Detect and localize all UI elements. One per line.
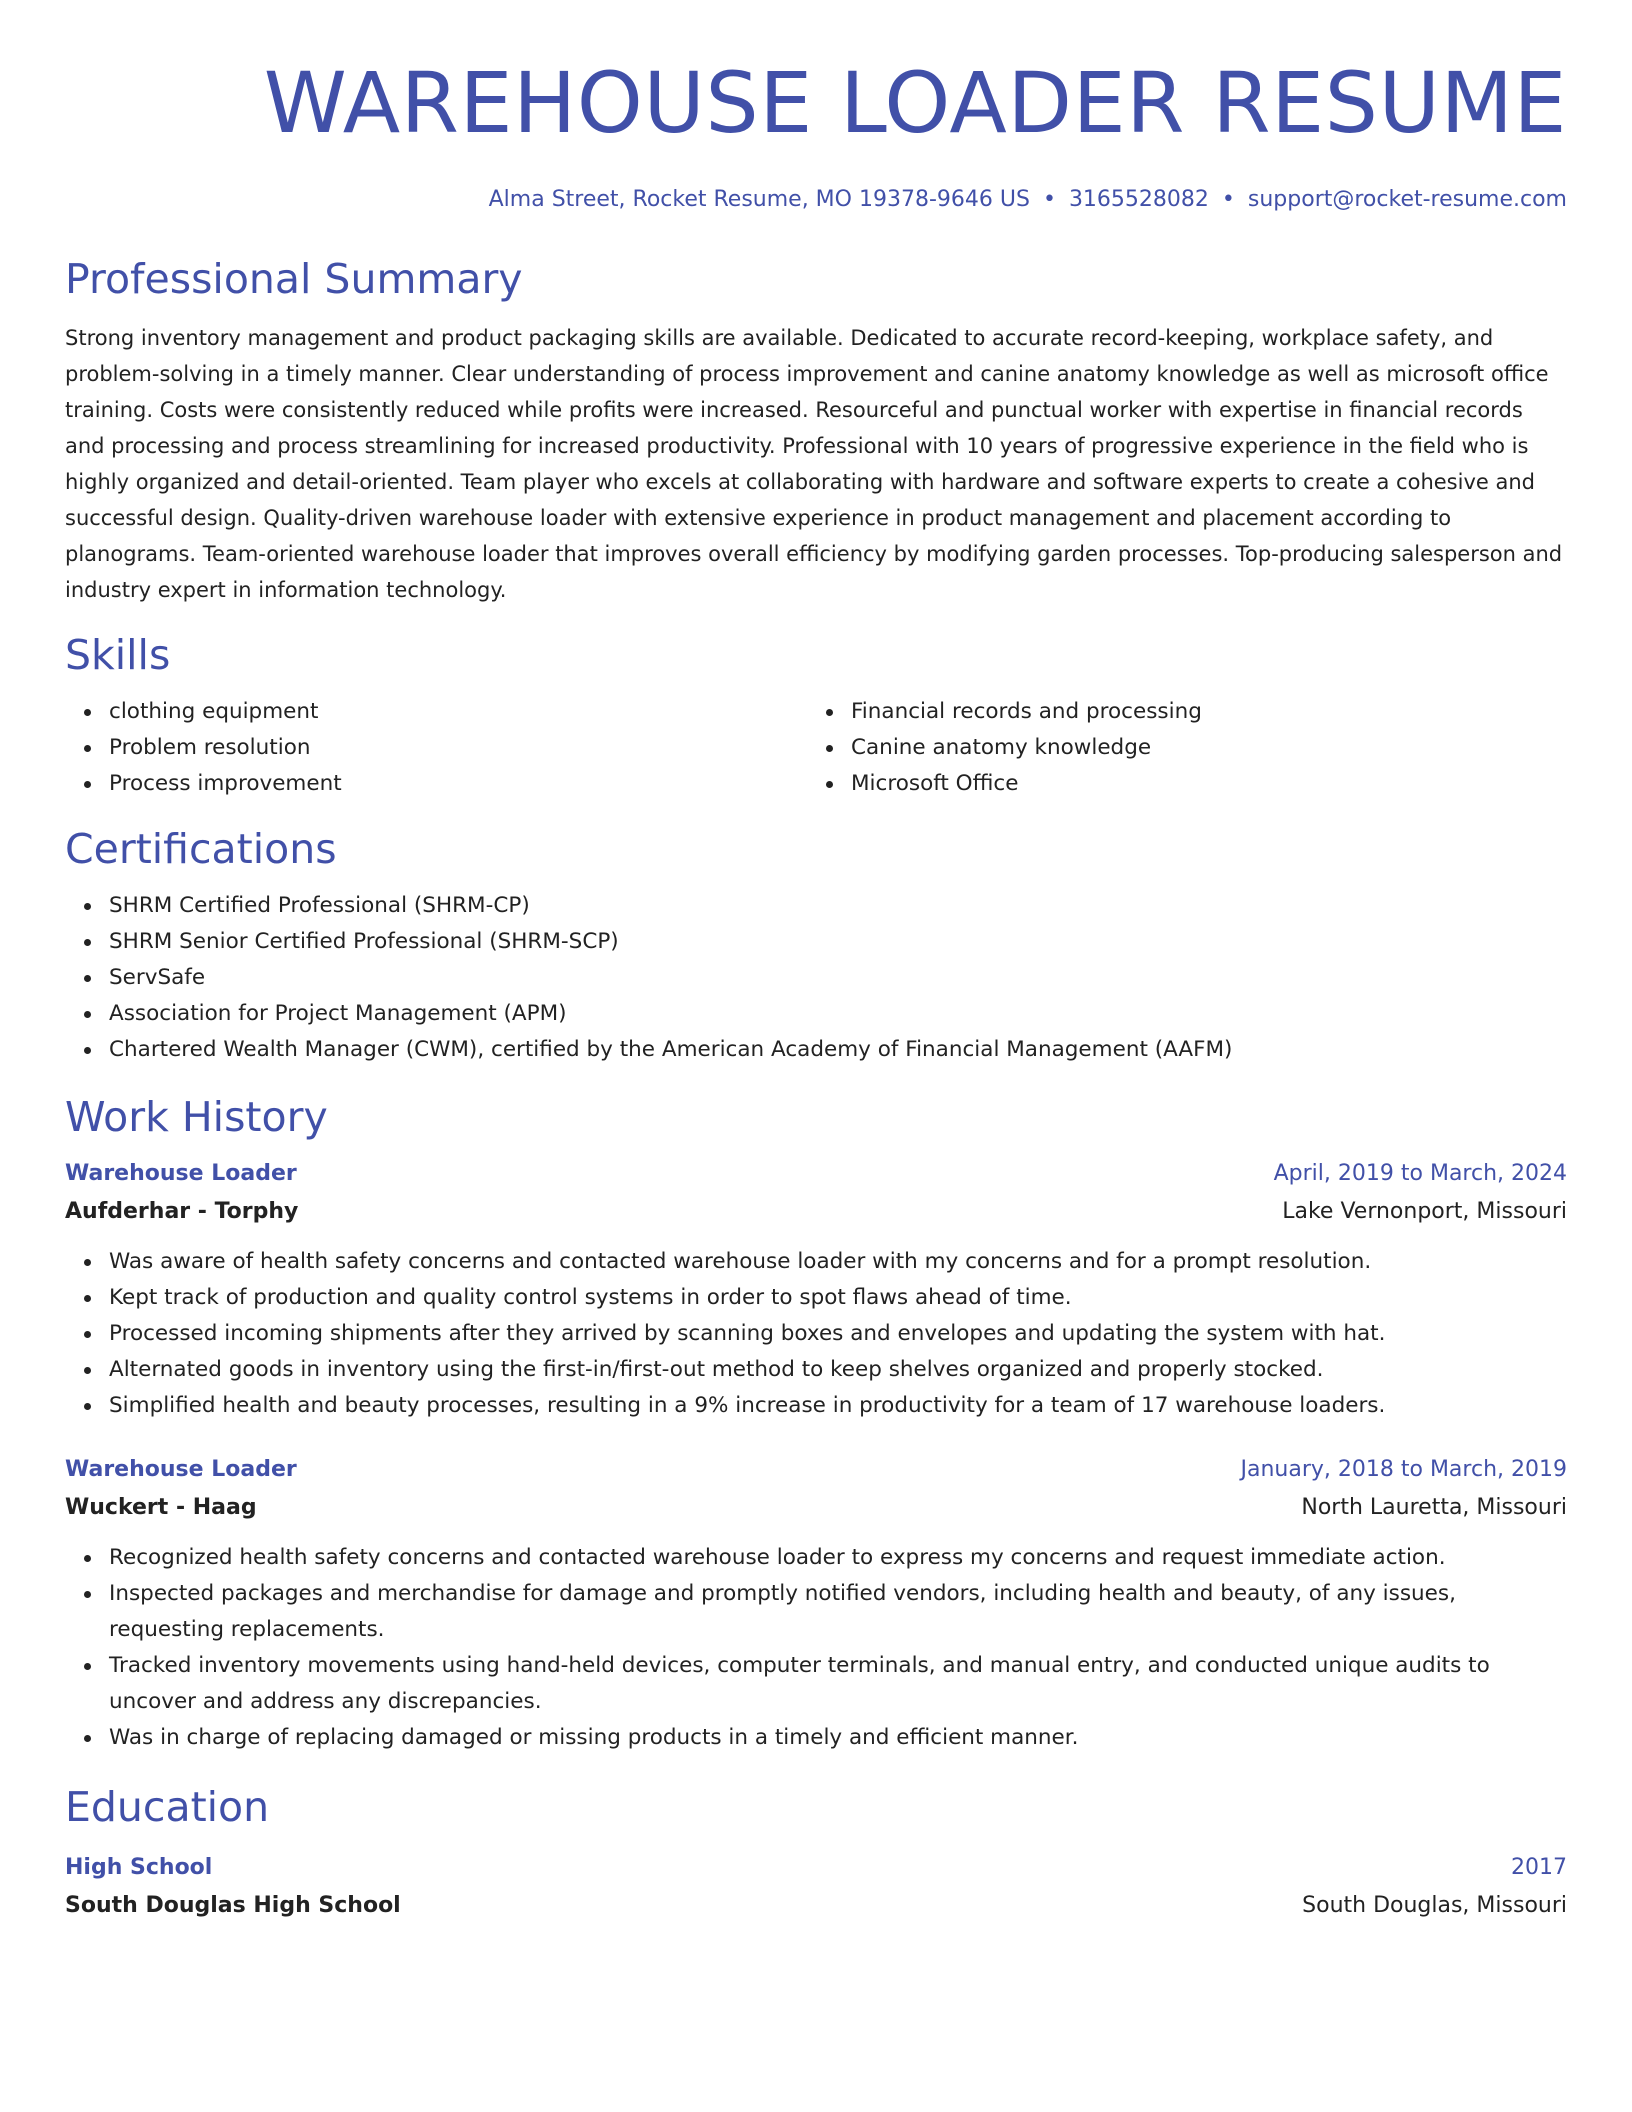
job-entry: [65, 1452, 1567, 1756]
job-duty: Kept track of production and quality control systems in order to spot flaws ahead of time.: [109, 1280, 1567, 1316]
certification-item: SHRM Certified Professional (SHRM-CP): [109, 888, 1567, 924]
skills-section: [65, 630, 1567, 802]
job-dates: January, 2018 to March, 2019: [1240, 1457, 1567, 1482]
education-heading: Education: [65, 1783, 270, 1831]
job-duty: Simplified health and beauty processes, resulting in a 9% increase in productivity for a team of 17 warehouse loaders.: [109, 1388, 1567, 1424]
certification-item: ServSafe: [109, 960, 1567, 996]
job-duties: [65, 1244, 1567, 1424]
skills-heading: Skills: [65, 631, 171, 679]
certifications-list: [65, 888, 1567, 1068]
job-entry: [65, 1156, 1567, 1424]
education-entry: [65, 1850, 1567, 1926]
certification-item: Association for Project Management (APM): [109, 996, 1567, 1032]
skills-list-left: [65, 694, 807, 802]
job-subheader: [65, 1488, 1567, 1528]
job-title: Warehouse Loader: [65, 1457, 297, 1482]
skill-item: Microsoft Office: [851, 766, 1567, 802]
certification-item: SHRM Senior Certified Professional (SHRM-SCP): [109, 924, 1567, 960]
skill-item: clothing equipment: [109, 694, 807, 730]
work-history-heading: Work History: [65, 1093, 328, 1141]
contact-line: [65, 186, 1567, 214]
summary-section: [65, 254, 1567, 608]
job-duty: Was aware of health safety concerns and contacted warehouse loader with my concerns and for a prompt resolution.: [109, 1244, 1567, 1280]
certifications-section: [65, 824, 1567, 1068]
job-header: [65, 1156, 1567, 1192]
skill-item: Canine anatomy knowledge: [851, 730, 1567, 766]
contact-separator: •: [1042, 187, 1056, 212]
job-header: [65, 1452, 1567, 1488]
skill-item: Problem resolution: [109, 730, 807, 766]
job-duty: Tracked inventory movements using hand-held devices, computer terminals, and manual entry, and conducted unique audits to uncover and address any discrepancies.: [109, 1648, 1567, 1720]
certifications-heading: Certifications: [65, 825, 337, 873]
job-duties: [65, 1540, 1567, 1756]
job-company: Wuckert - Haag: [65, 1495, 257, 1520]
education-subheader: [65, 1886, 1567, 1926]
contact-phone: 3165528082: [1068, 187, 1209, 212]
contact-email: support@rocket-resume.com: [1247, 187, 1567, 212]
job-title: Warehouse Loader: [65, 1161, 297, 1186]
job-duty: Processed incoming shipments after they arrived by scanning boxes and envelopes and updating the system with hat.: [109, 1316, 1567, 1352]
education-year: 2017: [1511, 1855, 1567, 1880]
job-duty: Inspected packages and merchandise for damage and promptly notified vendors, including health and beauty, of any issues, requesting replacements.: [109, 1576, 1567, 1648]
job-company: Aufderhar - Torphy: [65, 1199, 299, 1224]
education-section: [65, 1782, 1567, 1926]
job-dates: April, 2019 to March, 2024: [1273, 1161, 1567, 1186]
resume-title: WAREHOUSE LOADER RESUME: [263, 54, 1567, 152]
contact-address: Alma Street, Rocket Resume, MO 19378-9646 US: [488, 187, 1030, 212]
job-location: North Lauretta, Missouri: [1301, 1495, 1567, 1520]
education-header: [65, 1850, 1567, 1886]
job-duty: Was in charge of replacing damaged or missing products in a timely and efficient manner.: [109, 1720, 1567, 1756]
job-duty: Recognized health safety concerns and contacted warehouse loader to express my concerns and request immediate action.: [109, 1540, 1567, 1576]
summary-heading: Professional Summary: [65, 255, 523, 303]
summary-text: Strong inventory management and product packaging skills are available. Dedicated to accurate record-keeping, workplace safety, and problem-solving in a timely manner. Clear understanding of process improvement and canine anatomy knowledge as well as microsoft office training. Costs were consistently reduced while profits were increased. Resourceful and punctual worker with expertise in financial records and processing and process streamlining for increased productivity. Professional with 10 years of progressive experience in the field who is highly organized and detail-oriented. Team player who excels at collaborating with hardware and software experts to create a cohesive and successful design. Quality-driven warehouse loader with extensive experience in product management and placement according to planograms. Team-oriented warehouse loader that improves overall efficiency by modifying garden processes. Top-producing salesperson and industry expert in information technology.: [65, 326, 1563, 602]
education-school: South Douglas High School: [65, 1893, 401, 1918]
education-degree: High School: [65, 1855, 213, 1880]
job-location: Lake Vernonport, Missouri: [1282, 1199, 1567, 1224]
education-location: South Douglas, Missouri: [1302, 1893, 1567, 1918]
skill-item: Process improvement: [109, 766, 807, 802]
job-subheader: [65, 1192, 1567, 1232]
skills-list-right: [807, 694, 1567, 802]
contact-separator: •: [1221, 187, 1235, 212]
job-duty: Alternated goods in inventory using the first-in/first-out method to keep shelves organized and properly stocked.: [109, 1352, 1567, 1388]
skills-grid: [65, 694, 1567, 802]
work-history-section: [65, 1092, 1567, 1756]
certification-item: Chartered Wealth Manager (CWM), certified by the American Academy of Financial Management (AAFM): [109, 1032, 1567, 1068]
skill-item: Financial records and processing: [851, 694, 1567, 730]
